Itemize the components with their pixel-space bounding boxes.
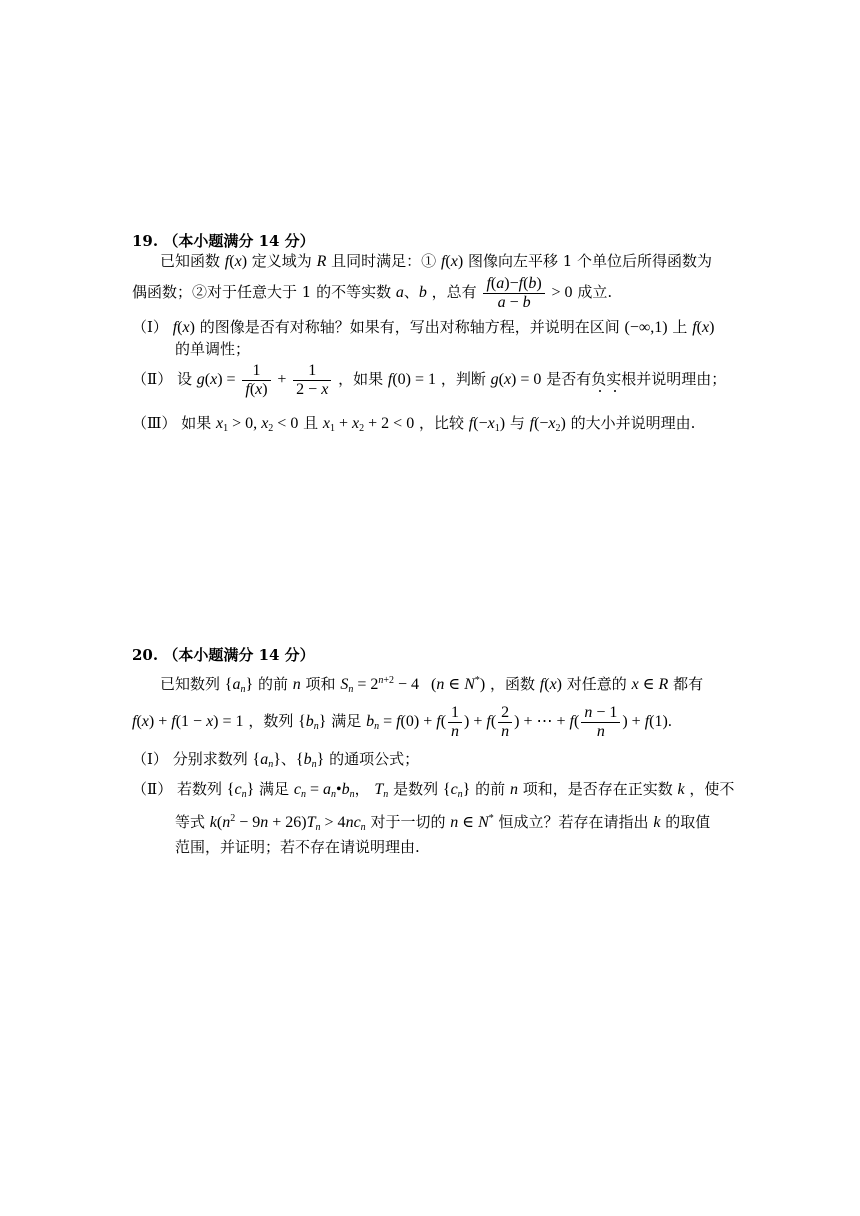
difference-quotient-fraction: $\frac{f(a)-f(b)}{a - b}$ (483, 275, 544, 312)
q19-part-2: （Ⅱ） 设 g(x) = $\frac{1}{f(x)}$ + $\frac{1}{2 - x}$ ，如果 f(0) = 1 ，判断 g(x) = 0 是否有负实根并说明理由； (132, 361, 727, 398)
q19-intro: 已知函数 f(x) 定义域为 R 且同时满足：① f(x) 图像向左平移 1 个单位后所得函数为 (160, 252, 713, 270)
q19-score: （本小题满分 14 分） (163, 232, 315, 250)
q20-part-2-line-2: 等式 $k(n^2 - 9n + 26)T_n > 4nc_n$ 对于一切的 n ∈ N* 恒成立？若存在请指出 k 的取值 (175, 813, 711, 833)
q20-number: 20. (132, 646, 159, 664)
q19-part-3: （Ⅲ） 如果 $x_1 > 0$, $x_2 < 0$ 且 $x_1 + x_2 + 2 < 0$ ，比较 $f(-x_1)$ 与 $f(-x_2)$ 的大小并说明理由. (132, 414, 696, 434)
q19-condition-2: 偶函数；②对于任意大于 1 的不等实数 a、b ，总有 $\frac{f(a)-f(b)}{a - b}$ > 0 成立. (132, 274, 613, 311)
q20-part-2-line-3: 范围，并证明；若不存在请说明理由. (175, 838, 420, 856)
q20-header (132, 644, 315, 666)
q19-part-1: （Ⅰ） f(x) 的图像是否有对称轴？如果有，写出对称轴方程，并说明在区间 (−∞,1) 上 f(x) (132, 318, 715, 336)
q20-line-2: f(x) + f(1 − x) = 1 ，数列 $\{b_n\}$ 满足 $b_n = f(0) + f$( $\frac{1}{n}$ ) + f( $\frac{2}{n}$ ) + ⋯ + f( $\frac{n - 1}{n}$ ) + f(1). (132, 703, 672, 740)
q19-part-1-cont: 的单调性； (175, 340, 251, 358)
q20-part-2: （Ⅱ） 若数列 $\{c_n\}$ 满足 $c_n$ = $a_n•b_n$， $T_n$ 是数列 $\{c_n\}$ 的前 n 项和，是否存在正实数 k ，使不 (132, 780, 735, 800)
q19-number: 19. (132, 232, 159, 250)
q20-score: （本小题满分 14 分） (163, 646, 315, 664)
q20-line-1: 已知数列 $\{a_n\}$ 的前 n 项和 $S_n = 2^{n+2} - 4$ (n ∈ N*) ，函数 f(x) 对任意的 x ∈ R 都有 (160, 675, 704, 695)
q20-part-1: （Ⅰ） 分别求数列 $\{a_n\}$、$\{b_n\}$ 的通项公式； (132, 750, 420, 770)
q19-header (132, 230, 315, 252)
